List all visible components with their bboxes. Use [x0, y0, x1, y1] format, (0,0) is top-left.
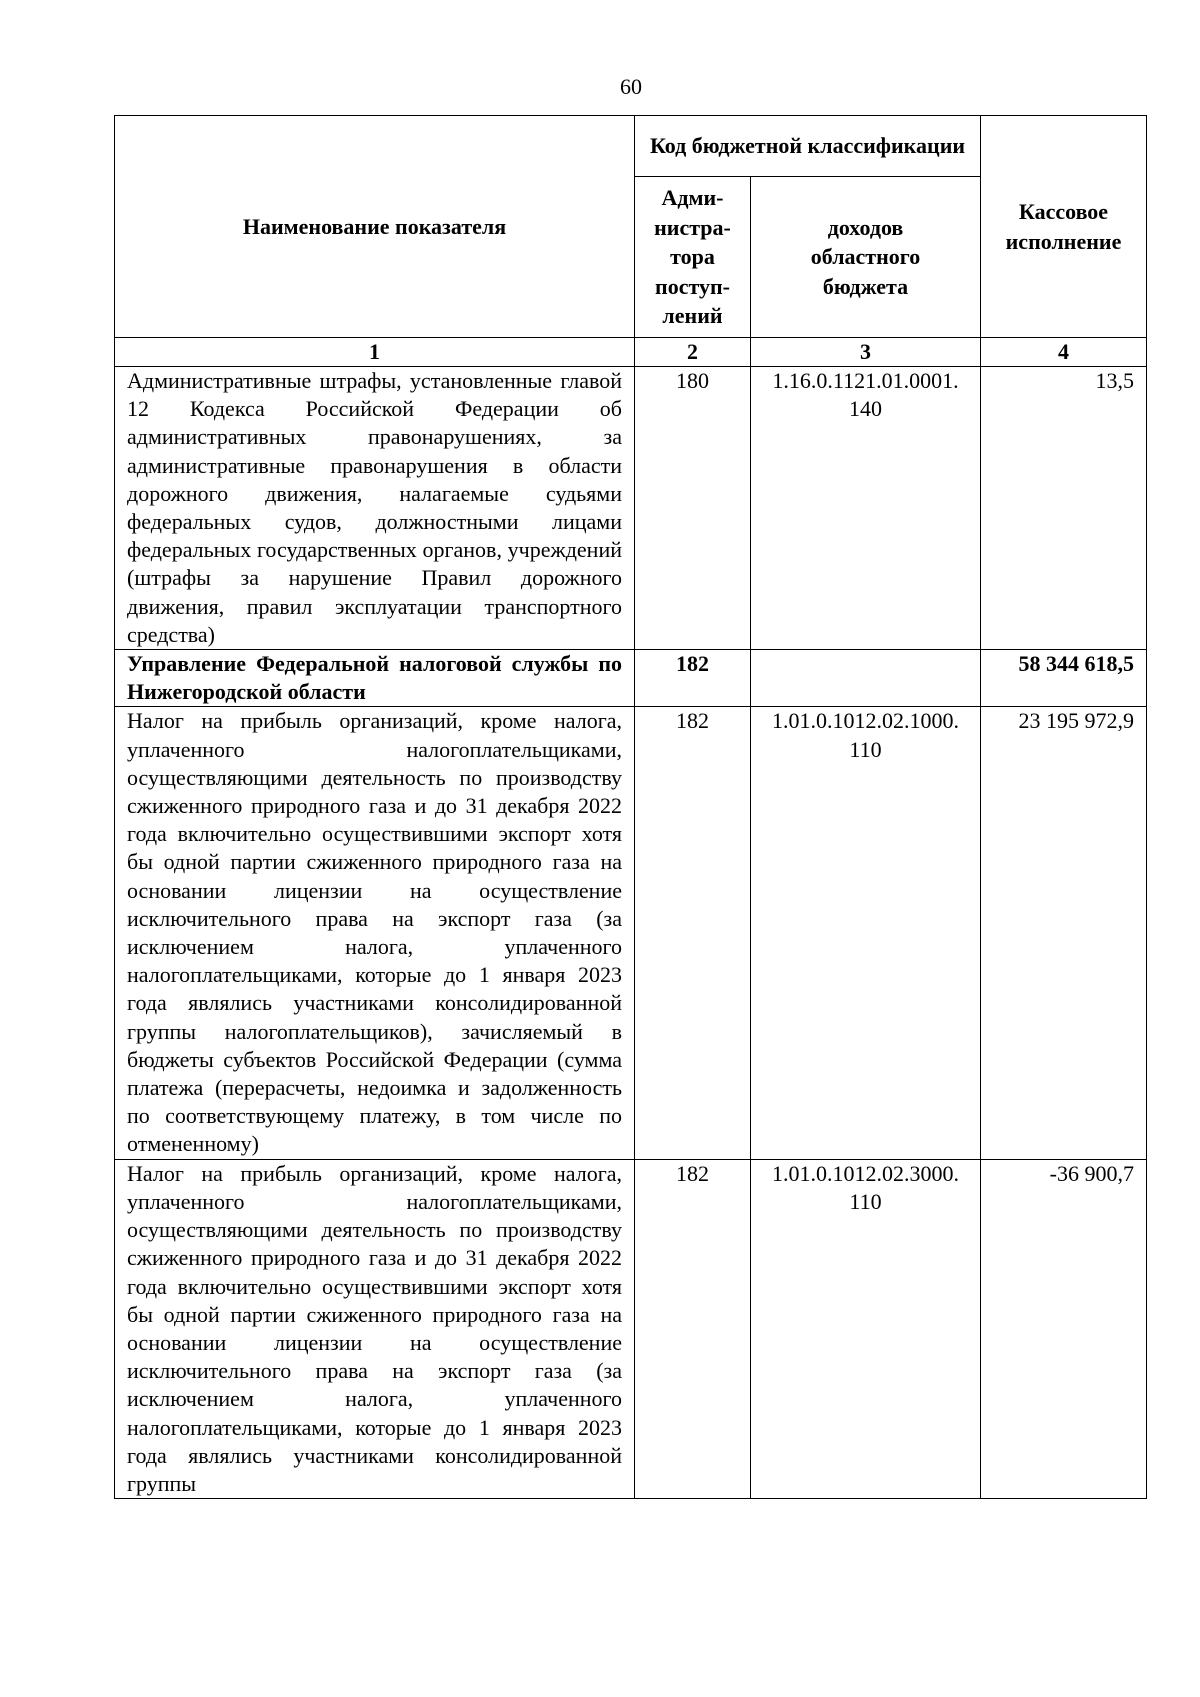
- row-admin-code: 182: [635, 650, 751, 707]
- row-indicator-name: Административные штрафы, установленные главой 12 Кодекса Российской Федерации об административных правонарушениях, за административные правонарушения в области дорожного движения, налагаемые судьями федеральных судов, должностными лицами федеральных государственных органов, учреждений (штрафы за нарушение Правил дорожного движения, правил эксплуатации транспортного средства): [115, 367, 635, 650]
- table-row: [115, 707, 1147, 1159]
- table-body: [115, 367, 1147, 1499]
- row-amount: 23 195 972,9: [981, 707, 1147, 1159]
- header-cash-execution: Кассовое исполнение: [981, 116, 1147, 338]
- column-number-1: 1: [115, 338, 635, 367]
- page-number: 60: [620, 74, 642, 99]
- column-number-4: 4: [981, 338, 1147, 367]
- row-amount: -36 900,7: [981, 1159, 1147, 1498]
- header-income-code: доходов областного бюджета: [751, 177, 981, 338]
- table-row: [115, 650, 1147, 707]
- table-header: [115, 116, 1147, 367]
- row-income-code: 1.01.0.1012.02.3000. 110: [751, 1159, 981, 1498]
- row-indicator-name: Налог на прибыль организаций, кроме налога, уплаченного налогоплательщиками, осуществляющими деятельность по производству сжиженного природного газа и до 31 декабря 2022 года включительно осуществившими экспорт хотя бы одной партии сжиженного природного газа на основании лицензии на осуществление исключительного права на экспорт газа (за исключением налога, уплаченного налогоплательщиками, которые до 1 января 2023 года являлись участниками консолидированной группы налогоплательщиков), зачисляемый в бюджеты субъектов Российской Федерации (сумма платежа (перерасчеты, недоимка и задолженность по соответствующему платежу, в том числе по отмененному): [115, 707, 635, 1159]
- column-number-2: 2: [635, 338, 751, 367]
- header-code-group: Код бюджетной классификации: [635, 116, 981, 177]
- table-row: [115, 367, 1147, 650]
- budget-table: [114, 115, 1147, 1499]
- column-number-3: 3: [751, 338, 981, 367]
- row-indicator-name: Управление Федеральной налоговой службы по Нижегородской области: [115, 650, 635, 707]
- row-income-code: 1.01.0.1012.02.1000. 110: [751, 707, 981, 1159]
- header-admin-code: Адми- нистра- тора поступ- лений: [635, 177, 751, 338]
- header-indicator-name: Наименование показателя: [115, 116, 635, 338]
- row-amount: 13,5: [981, 367, 1147, 650]
- row-admin-code: 182: [635, 1159, 751, 1498]
- table-row: [115, 1159, 1147, 1498]
- row-admin-code: 180: [635, 367, 751, 650]
- column-numbers-row: [115, 338, 1147, 367]
- row-income-code: [751, 650, 981, 707]
- row-indicator-name: Налог на прибыль организаций, кроме налога, уплаченного налогоплательщиками, осуществляющими деятельность по производству сжиженного природного газа и до 31 декабря 2022 года включительно осуществившими экспорт хотя бы одной партии сжиженного природного газа на основании лицензии на осуществление исключительного права на экспорт газа (за исключением налога, уплаченного налогоплательщиками, которые до 1 января 2023 года являлись участниками консолидированной группы: [115, 1159, 635, 1498]
- row-income-code: 1.16.0.1121.01.0001. 140: [751, 367, 981, 650]
- row-admin-code: 182: [635, 707, 751, 1159]
- row-amount: 58 344 618,5: [981, 650, 1147, 707]
